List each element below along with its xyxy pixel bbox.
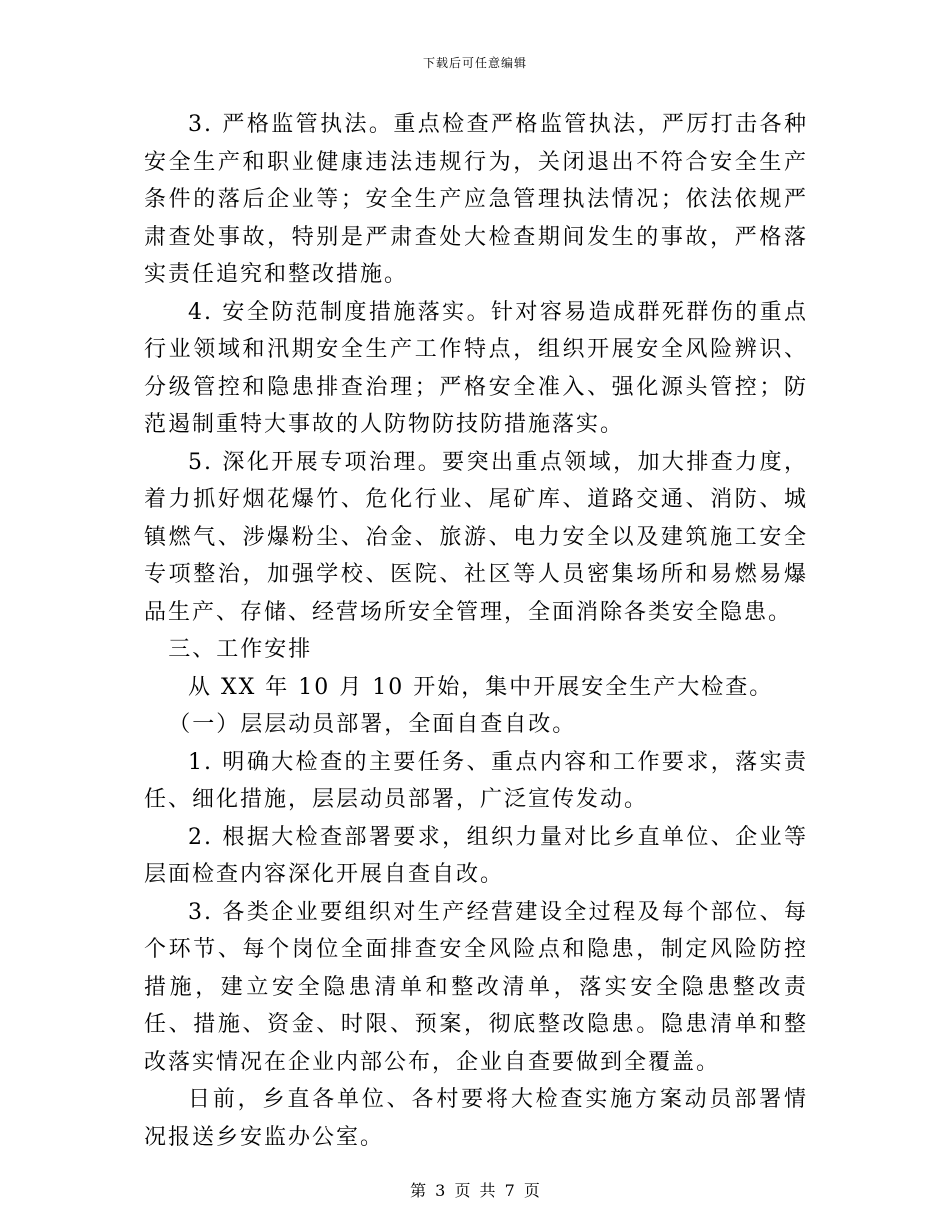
- paragraph-item-3: 3. 各类企业要组织对生产经营建设全过程及每个部位、每个环节、每个岗位全面排查安全风险点和隐患，制定风险防控措施，建立安全隐患清单和整改清单，落实安全隐患整改责任、措施、资金、时限、预案，彻底整改隐患。隐患清单和整改落实情况在企业内部公布，企业自查要做到全覆盖。: [144, 899, 808, 1075]
- paragraph-safety-measures: 4. 安全防范制度措施落实。针对容易造成群死群伤的重点行业领域和汛期安全生产工作特点，组织开展安全风险辨识、分级管控和隐患排查治理；严格安全准入、强化源头管控；防范遏制重特大事故的人防物防技防措施落实。: [144, 299, 808, 437]
- paragraph-item-1: 1. 明确大检查的主要任务、重点内容和工作要求，落实责任、细化措施，层层动员部署，广泛宣传发动。: [144, 749, 808, 812]
- paragraph-item-2: 2. 根据大检查部署要求，组织力量对比乡直单位、企业等层面检查内容深化开展自查自改。: [144, 824, 808, 887]
- subsection-heading-mobilization: （一）层层动员部署，全面自查自改。: [168, 712, 577, 737]
- paragraph-start-date: 从 XX 年 10 月 10 开始，集中开展安全生产大检查。: [188, 674, 774, 700]
- page-number-footer: 第 3 页 共 7 页: [410, 1181, 540, 1200]
- page-header: 下载后可任意编辑: [422, 56, 527, 70]
- document-body: [144, 106, 808, 1156]
- paragraph-special-governance: 5. 深化开展专项治理。要突出重点领域，加大排查力度，着力抓好烟花爆竹、危化行业、尾矿库、道路交通、消防、城镇燃气、涉爆粉尘、冶金、旅游、电力安全以及建筑施工安全专项整治，加强学校、医院、社区等人员密集场所和易燃易爆品生产、存储、经营场所安全管理，全面消除各类安全隐患。: [144, 449, 808, 625]
- paragraph-report-deadline: 日前，乡直各单位、各村要将大检查实施方案动员部署情况报送乡安监办公室。: [144, 1087, 808, 1150]
- section-heading-work-arrangement: 三、工作安排: [168, 637, 313, 662]
- paragraph-strict-enforcement: 3. 严格监管执法。重点检查严格监管执法，严厉打击各种安全生产和职业健康违法违规行为，关闭退出不符合安全生产条件的落后企业等；安全生产应急管理执法情况；依法依规严肃查处事故，特别是严肃查处大检查期间发生的事故，严格落实责任追究和整改措施。: [144, 112, 808, 287]
